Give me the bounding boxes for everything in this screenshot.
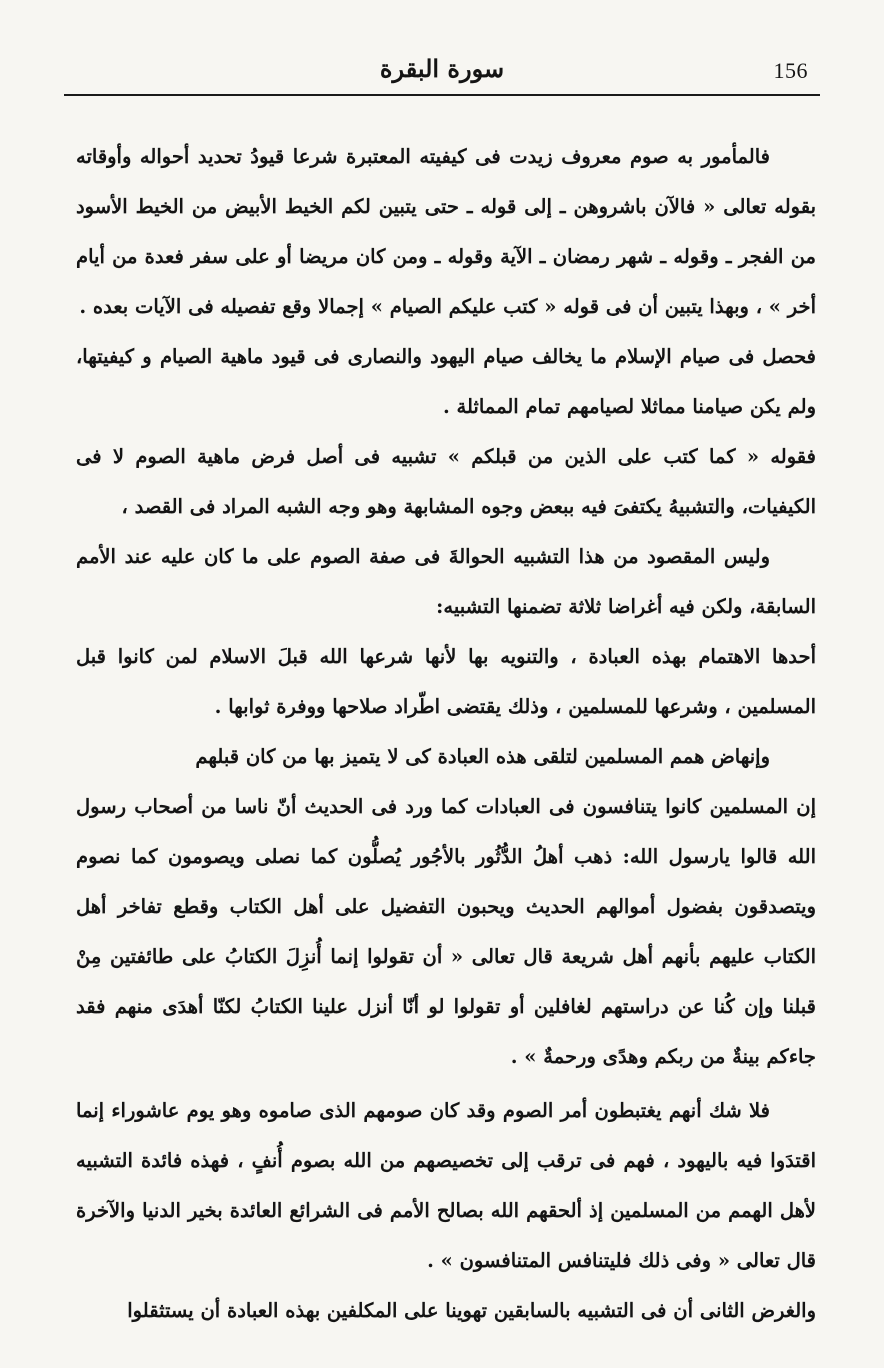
paragraph-ahaduha: أحدها الاهتمام بهذه العبادة ، والتنويه بها لأنها شرعها الله قبلَ الاسلام لمن كانوا قبل المسلمين ، وشرعها للمسلمين ، وذلك يقتضى اطّراد صلاحها ووفرة ثوابها . [76, 645, 816, 718]
page-header [64, 52, 820, 94]
surah-title: سورة البقرة [379, 54, 505, 83]
paragraph-fahasala: فحصل فى صيام الإسلام ما يخالف صيام اليهود والنصارى فى قيود ماهية الصيام و كيفيتها، ولم يكن صيامنا مماثلا لصيامهم تمام المماثلة . [76, 345, 816, 418]
paragraph-walaysa: وليس المقصود من هذا التشبيه الحوالةَ فى صفة الصوم على ما كان عليه عند الأمم السابقة، ولكن فيه أغراضا ثلاثة تضمنها التشبيه: [76, 545, 816, 618]
page-body [76, 132, 816, 1336]
header-divider [64, 94, 820, 96]
paragraph-inna-almuslimin: إن المسلمين كانوا يتنافسون فى العبادات كما ورد فى الحديث أنّ ناسا من أصحاب رسول الله قالوا يارسول الله: ذهب أهلُ الدُّثُور بالأجُور يُصلُّون كما نصلى ويصومون كما نصوم ويتصدقون بفضول أموالهم الحديث ويحبون التفضيل على أهل الكتاب وقطع تفاخر أهل الكتاب عليهم بأنهم أهل شريعة قال تعالى « أن تقولوا إنما أُنزِلَ الكتابُ على طائفتين مِنْ قبلنا وإن كُنا عن دراستهم لغافلين أو تقولوا لو أنّا أنزل علينا الكتابُ لكنّا أهدَى منهم فقد جاءكم بينةٌ من ربكم وهدًى ورحمةٌ » . [76, 795, 816, 1068]
paragraph-algharad-althani: والغرض الثانى أن فى التشبيه بالسابقين تهوينا على المكلفين بهذه العبادة أن يستثقلوا [127, 1299, 816, 1322]
paragraph-fala-shakk: فلا شك أنهم يغتبطون أمر الصوم وقد كان صومهم الذى صاموه وهو يوم عاشوراء إنما اقتدَوا فيه باليهود ، فهم فى ترقب إلى تخصيصهم من الله بصوم أُنفٍ ، فهذه فائدة التشبيه لأهل الهمم من المسلمين إذ ألحقهم الله بصالح الأمم فى الشرائع العائدة بخير الدنيا والآخرة قال تعالى « وفى ذلك فليتنافس المتنافسون » . [76, 1099, 816, 1272]
paragraph-mamur: فالمأمور به صوم معروف زيدت فى كيفيته المعتبرة شرعا قيودُ تحديد أحواله وأوقاته بقوله تعالى « فالآن باشروهن ـ إلى قوله ـ حتى يتبين لكم الخيط الأبيض من الخيط الأسود من الفجر ـ وقوله ـ شهر رمضان ـ الآية وقوله ـ ومن كان مريضا أو على سفر فعدة من أيام أخر » ، وبهذا يتبين أن فى قوله « كتب عليكم الصيام » إجمالا وقع تفصيله فى الآيات بعده . [76, 145, 816, 318]
paragraph-wainhad: وإنهاض همم المسلمين لتلقى هذه العبادة كى لا يتميز بها من كان قبلهم [195, 745, 770, 768]
page-number: 156 [773, 58, 808, 83]
paragraph-faqawluhu: فقوله « كما كتب على الذين من قبلكم » تشبيه فى أصل فرض ماهية الصوم لا فى الكيفيات، والتشبيهُ يكتفىَ فيه ببعض وجوه المشابهة وهو وجه الشبه المراد فى القصد ، [76, 445, 816, 518]
